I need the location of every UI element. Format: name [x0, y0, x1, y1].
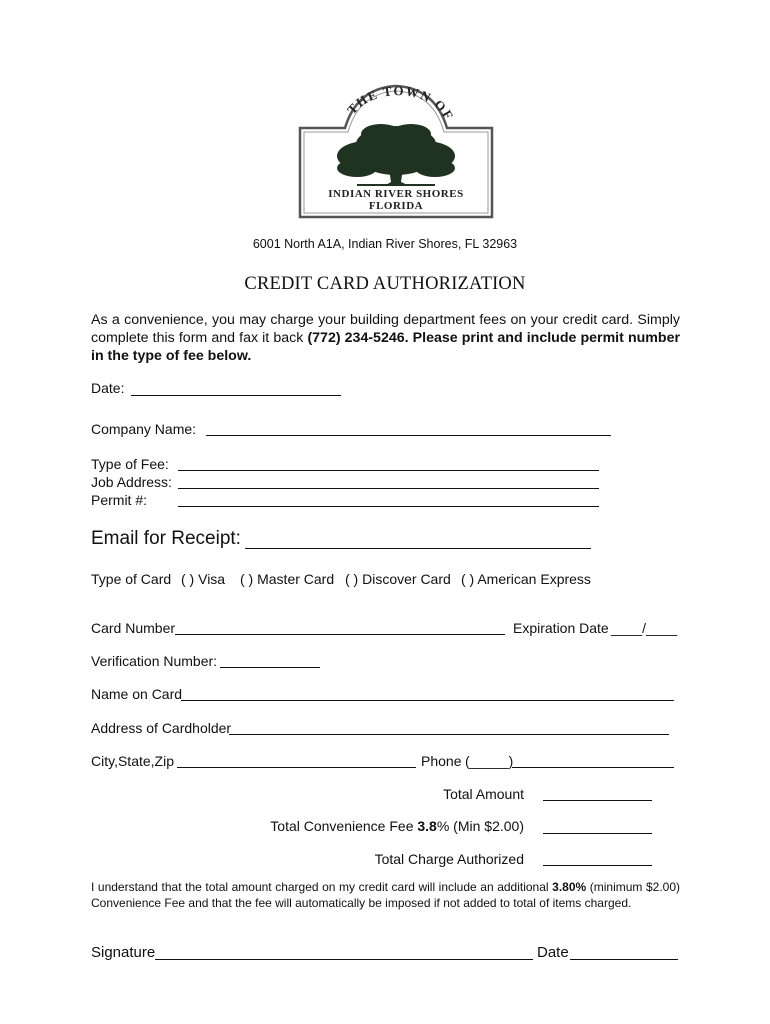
- verification-number-label: Verification Number:: [91, 653, 218, 669]
- card-option-mastercard[interactable]: ( ) Master Card: [240, 571, 335, 587]
- convenience-fee-field[interactable]: [543, 833, 652, 834]
- fax-number: (772) 234-5246.: [307, 330, 409, 346]
- cardholder-address-field[interactable]: [229, 734, 669, 735]
- total-amount-field[interactable]: [543, 800, 652, 801]
- date-field[interactable]: [131, 395, 341, 396]
- convenience-fee-text: Total Convenience Fee: [270, 818, 418, 834]
- permit-field[interactable]: [178, 506, 599, 507]
- phone-area-code-field[interactable]: (_____): [465, 753, 514, 769]
- total-amount-label: Total Amount: [443, 786, 524, 802]
- card-number-field[interactable]: [175, 634, 505, 635]
- date-label: Date:: [91, 380, 125, 396]
- card-number-label: Card Number: [91, 620, 176, 636]
- disclaimer-text-end: (minimum $2.00) Convenience Fee and that the fee will automatically be imposed if not added to total of items charged.: [91, 880, 680, 910]
- expiration-date-label: Expiration Date: [513, 620, 609, 636]
- email-receipt-field[interactable]: [245, 548, 591, 549]
- permit-label: Permit #:: [91, 492, 148, 508]
- intro-text: As a convenience, you may charge your building department fees on your credit card. Simply complete this form and fax it back: [91, 312, 680, 346]
- intro-instructions: Please print and include permit number in the type of fee below.: [91, 330, 680, 364]
- card-option-amex[interactable]: ( ) American Express: [461, 571, 591, 587]
- svg-text:FLORIDA: FLORIDA: [368, 200, 424, 212]
- town-address: 6001 North A1A, Indian River Shores, FL 32963: [252, 237, 518, 251]
- card-option-discover[interactable]: ( ) Discover Card: [345, 571, 451, 587]
- card-type-label: Type of Card: [91, 571, 172, 587]
- svg-text:THE TOWN OF: THE TOWN OF: [344, 83, 458, 124]
- disclaimer-text: I understand that the total amount charged on my credit card will include an additional: [91, 880, 553, 894]
- expiration-date-field[interactable]: ____/____: [611, 620, 678, 636]
- job-address-label: Job Address:: [91, 474, 172, 490]
- name-on-card-field[interactable]: [181, 700, 674, 701]
- convenience-fee-min: % (Min $2.00): [436, 818, 524, 834]
- cardholder-address-label: Address of Cardholder: [91, 720, 232, 736]
- phone-label: Phone: [421, 753, 462, 769]
- convenience-fee-label: [270, 818, 524, 834]
- city-state-zip-label: City,State,Zip: [91, 753, 174, 769]
- company-name-label: Company Name:: [91, 421, 197, 437]
- disclaimer-paragraph: [91, 880, 680, 911]
- name-on-card-label: Name on Card: [91, 686, 183, 702]
- card-option-visa[interactable]: ( ) Visa: [181, 571, 226, 587]
- intro-paragraph: [91, 311, 680, 365]
- type-of-fee-label: Type of Fee:: [91, 456, 169, 472]
- total-charge-label: Total Charge Authorized: [374, 851, 524, 867]
- svg-text:INDIAN RIVER SHORES: INDIAN RIVER SHORES: [328, 188, 464, 200]
- signature-field[interactable]: [155, 959, 533, 960]
- convenience-fee-rate: 3.8: [417, 818, 437, 834]
- city-state-zip-field[interactable]: [177, 767, 416, 768]
- company-name-field[interactable]: [206, 435, 611, 436]
- signature-date-label: Date: [537, 944, 569, 961]
- signature-date-field[interactable]: [570, 959, 678, 960]
- job-address-field[interactable]: [178, 488, 599, 489]
- signature-label: Signature: [91, 944, 156, 961]
- verification-number-field[interactable]: [220, 667, 320, 668]
- town-seal-logo: [297, 82, 495, 220]
- email-receipt-label: Email for Receipt:: [91, 528, 241, 549]
- phone-number-field[interactable]: [512, 767, 674, 768]
- type-of-fee-field[interactable]: [178, 470, 599, 471]
- total-charge-field[interactable]: [543, 865, 652, 866]
- form-title: CREDIT CARD AUTHORIZATION: [244, 274, 526, 294]
- disclaimer-rate: 3.80%: [552, 880, 587, 894]
